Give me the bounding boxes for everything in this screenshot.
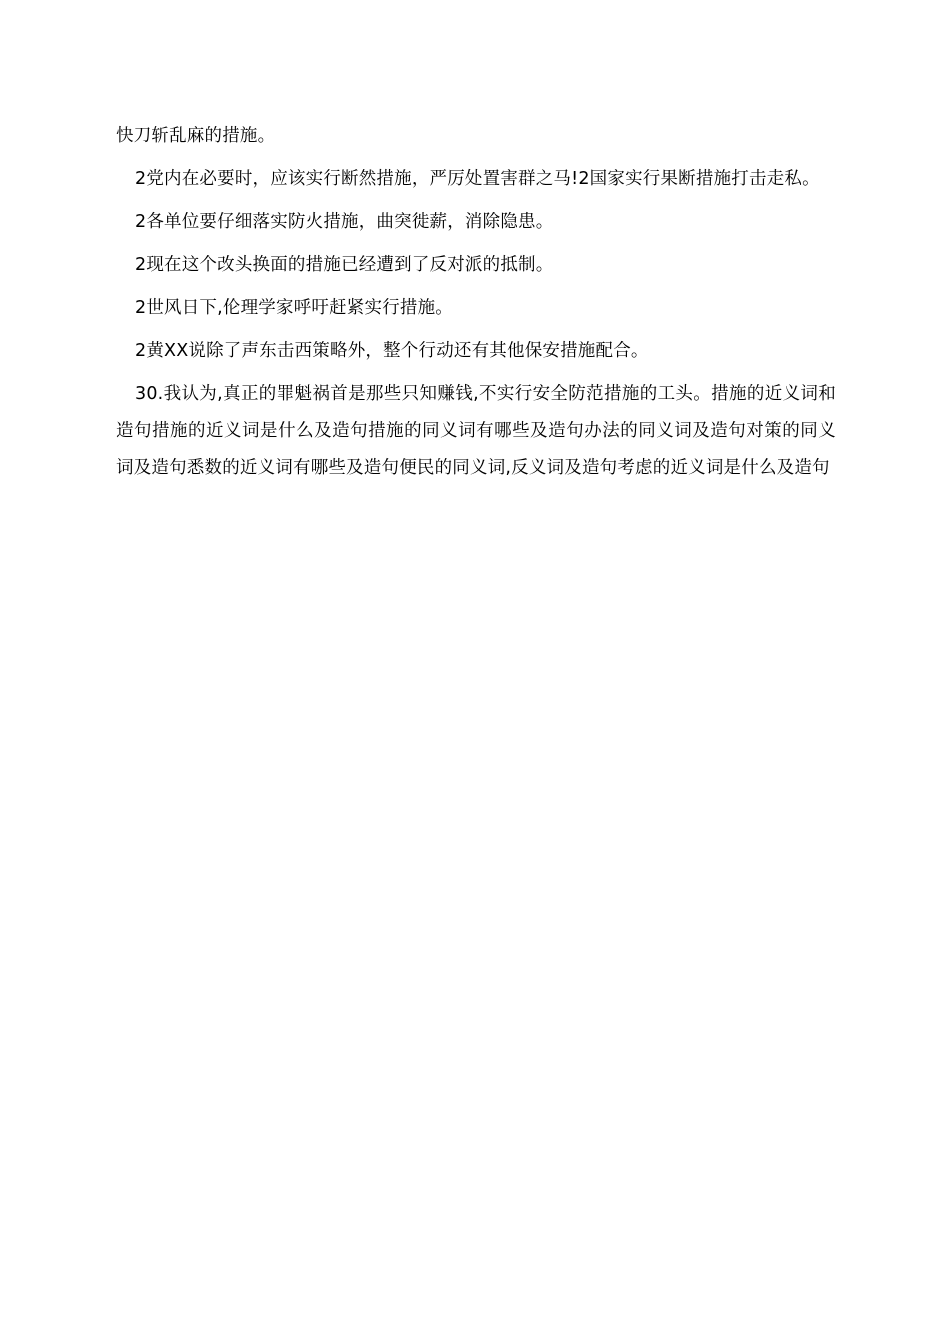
document-body	[116, 118, 836, 493]
paragraph-example-30: 30.我认为,真正的罪魁祸首是那些只知赚钱,不实行安全防范措施的工头。措施的近义词和造句措施的近义词是什么及造句措施的同义词有哪些及造句办法的同义词及造句对策的同义词及造句悉数的近义词有哪些及造句便民的同义词,反义词及造句考虑的近义词是什么及造句	[116, 384, 836, 478]
paragraph-example-1: 2党内在必要时，应该实行断然措施，严厉处置害群之马!2国家实行果断措施打击走私。	[135, 169, 820, 189]
paragraph-example-2: 2各单位要仔细落实防火措施，曲突徙薪，消除隐患。	[135, 212, 554, 232]
paragraph-continuation: 快刀斩乱麻的措施。	[116, 126, 276, 146]
paragraph-example-3: 2现在这个改头换面的措施已经遭到了反对派的抵制。	[135, 255, 554, 275]
paragraph-example-4: 2世风日下,伦理学家呼吁赶紧实行措施。	[135, 298, 453, 318]
paragraph-example-5: 2黄XX说除了声东击西策略外，整个行动还有其他保安措施配合。	[135, 341, 649, 361]
